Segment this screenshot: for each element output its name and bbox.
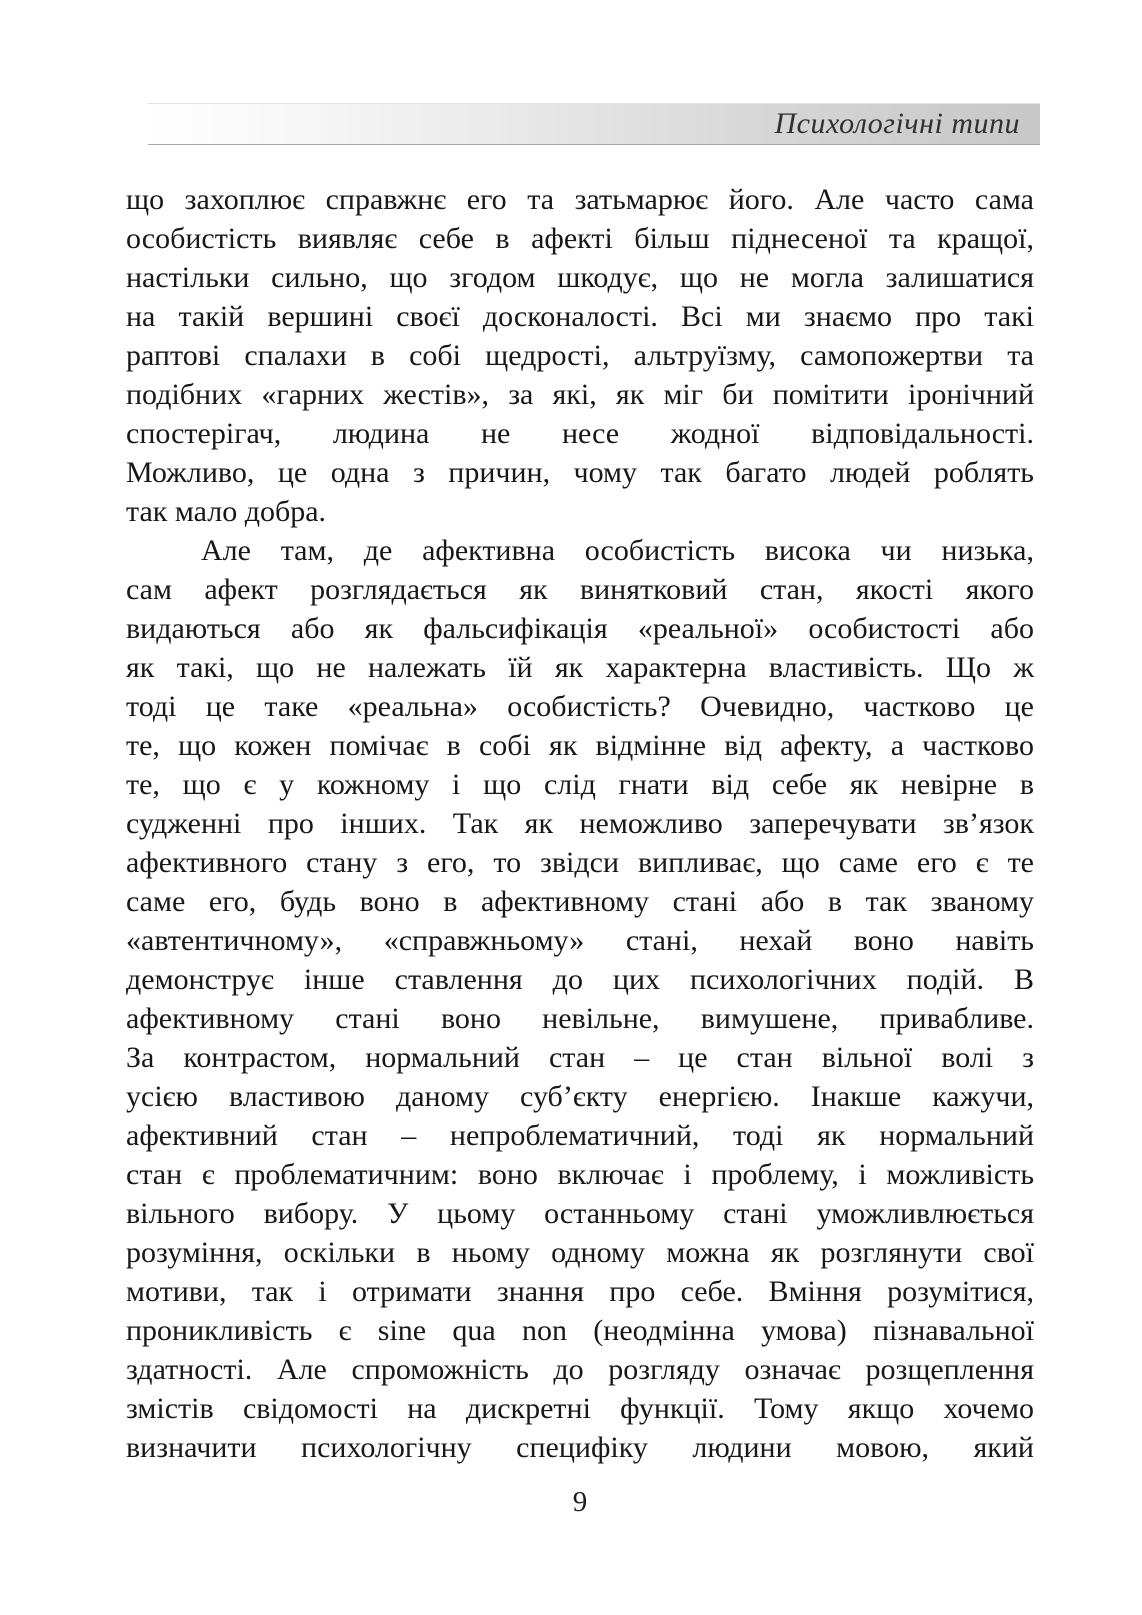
text-line: особистість виявляє себе в афекті більш піднесеної та кращої,: [126, 222, 1034, 255]
running-head-title: Психологічні типи: [774, 107, 1020, 140]
text-line: змістів свідомості на дискретні функції. Тому якщо хочемо: [126, 1392, 1034, 1425]
text-line: на такій вершині своєї досконалості. Всі ми знаємо про такі: [126, 300, 1034, 333]
text-line: афективний стан – непроблематичний, тоді як нормальний: [126, 1119, 1034, 1152]
text-line: настільки сильно, що згодом шкодує, що не могла залишатися: [126, 261, 1034, 294]
text-line: афективному стані воно невільне, вимушене, привабливе.: [126, 1002, 1034, 1035]
text-line: раптові спалахи в собі щедрості, альтруїзму, самопожертви та: [126, 339, 1034, 372]
text-line: саме его, будь воно в афективному стані або в так званому: [126, 885, 1034, 918]
text-line: як такі, що не належать їй як характерна властивість. Що ж: [126, 651, 1034, 684]
text-line: демонструє інше ставлення до цих психологічних подій. В: [126, 963, 1034, 996]
page-footer: [126, 1486, 1034, 1519]
text-line: «автентичному», «справжньому» стані, нехай воно навіть: [126, 924, 1034, 957]
text-line: що захоплює справжнє его та затьмарює його. Але часто сама: [126, 183, 1034, 216]
text-line: сам афект розглядається як винятковий стан, якості якого: [126, 573, 1034, 606]
text-line: так мало добра.: [126, 495, 327, 528]
text-line: те, що є у кожному і що слід гнати від себе як невірне в: [126, 768, 1034, 801]
text-line: те, що кожен помічає в собі як відмінне від афекту, а частково: [126, 729, 1034, 762]
text-line: видаються або як фальсифікація «реальної» особистості або: [126, 612, 1034, 645]
paragraph-2: [126, 531, 1034, 1467]
running-head-bar: [148, 103, 1040, 145]
text-line: За контрастом, нормальний стан – це стан вільної волі з: [126, 1041, 1034, 1074]
text-line: афективного стану з его, то звідси випливає, що саме его є те: [126, 846, 1034, 879]
text-line: здатності. Але спроможність до розгляду означає розщеплення: [126, 1353, 1034, 1386]
text-line: визначити психологічну специфіку людини мовою, який: [126, 1431, 1034, 1464]
text-line: Але там, де афективна особистість висока чи низька,: [201, 534, 1034, 567]
text-line: вільного вибору. У цьому останньому стані уможливлюється: [126, 1197, 1034, 1230]
text-line: Можливо, це одна з причин, чому так багато людей роблять: [126, 456, 1034, 489]
text-line: усією властивою даному суб’єкту енергією. Інакше кажучи,: [126, 1080, 1034, 1113]
text-line: проникливість є sine qua non (неодмінна умова) пізнавальної: [126, 1314, 1034, 1347]
text-line: судженні про інших. Так як неможливо заперечувати зв’язок: [126, 807, 1034, 840]
text-line: тоді це таке «реальна» особистість? Очевидно, частково це: [126, 690, 1034, 723]
text-line: подібних «гарних жестів», за які, як міг би помітити іронічний: [126, 378, 1034, 411]
text-line: розуміння, оскільки в ньому одному можна як розглянути свої: [126, 1236, 1034, 1269]
page-number: 9: [572, 1486, 588, 1518]
text-line: стан є проблематичним: воно включає і проблему, і можливість: [126, 1158, 1034, 1191]
text-block: [126, 180, 1034, 1467]
text-line: мотиви, так і отримати знання про себе. Вміння розумітися,: [126, 1275, 1034, 1308]
paragraph-1: [126, 180, 1034, 531]
text-line: спостерігач, людина не несе жодної відповідальності.: [126, 417, 1034, 450]
